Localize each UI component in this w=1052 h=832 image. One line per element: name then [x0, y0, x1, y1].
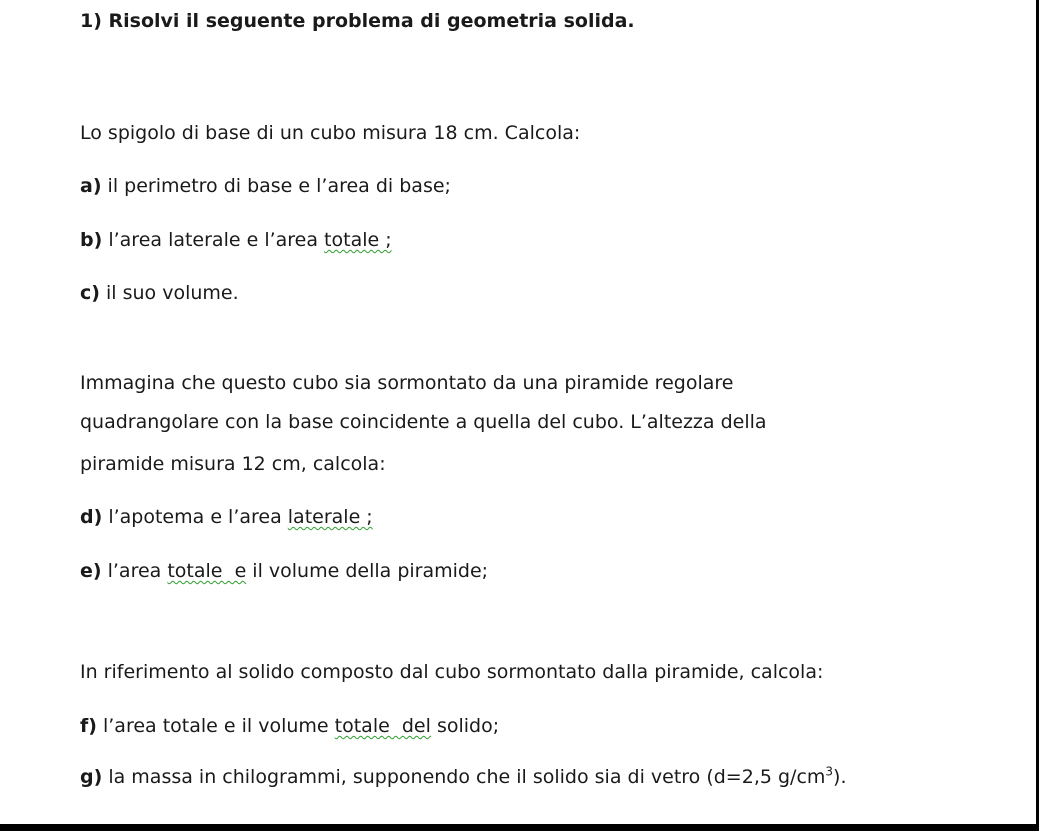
item-g-text: la massa in chilogrammi, supponendo che il solido sia di vetro (d=2,5 g/cm: [102, 766, 826, 788]
item-e-spellcheck-mark: totale e: [167, 560, 247, 582]
pyramid-paragraph-line-3: piramide misura 12 cm, calcola:: [80, 453, 386, 475]
item-c-label: c): [80, 282, 100, 304]
item-g-label: g): [80, 766, 103, 788]
item-f-text: l’area totale e il volume: [96, 715, 335, 737]
item-b-text: l’area laterale e l’area: [102, 229, 325, 251]
item-g-text-after: ).: [833, 766, 847, 788]
item-c-text: il suo volume.: [99, 282, 239, 304]
item-a: [80, 177, 451, 196]
item-f-spellcheck-mark: totale del: [334, 715, 431, 737]
pyramid-paragraph-line-2: quadrangolare con la base coincidente a quella del cubo. L’altezza della: [80, 411, 767, 433]
item-e-text: l’area: [101, 560, 168, 582]
intro-text: Lo spigolo di base di un cubo misura 18 cm. Calcola:: [80, 122, 581, 144]
composite-intro: In riferimento al solido composto dal cubo sormontato dalla piramide, calcola:: [80, 661, 824, 683]
item-e-text-after: il volume della piramide;: [246, 560, 489, 582]
item-b-spellcheck-mark: totale ;: [324, 229, 392, 251]
item-d-label: d): [80, 506, 103, 528]
problem-title: 1) Risolvi il seguente problema di geometria solida.: [80, 10, 635, 32]
item-g-superscript: 3: [825, 764, 834, 779]
item-a-label: a): [80, 175, 102, 197]
item-e: [80, 562, 488, 581]
item-d-spellcheck-mark: laterale ;: [287, 506, 373, 528]
item-b: [80, 231, 392, 250]
item-b-label: b): [80, 229, 103, 251]
item-c: [80, 284, 239, 303]
item-e-label: e): [80, 560, 102, 582]
item-f: [80, 717, 499, 736]
item-f-text-after: solido;: [430, 715, 500, 737]
item-d-text: l’apotema e l’area: [102, 506, 288, 528]
item-d: [80, 508, 373, 527]
item-a-text: il perimetro di base e l’area di base;: [101, 175, 451, 197]
item-f-label: f): [80, 715, 97, 737]
item-g: [80, 764, 847, 788]
pyramid-paragraph-line-1: Immagina che questo cubo sia sormontato da una piramide regolare: [80, 372, 734, 394]
